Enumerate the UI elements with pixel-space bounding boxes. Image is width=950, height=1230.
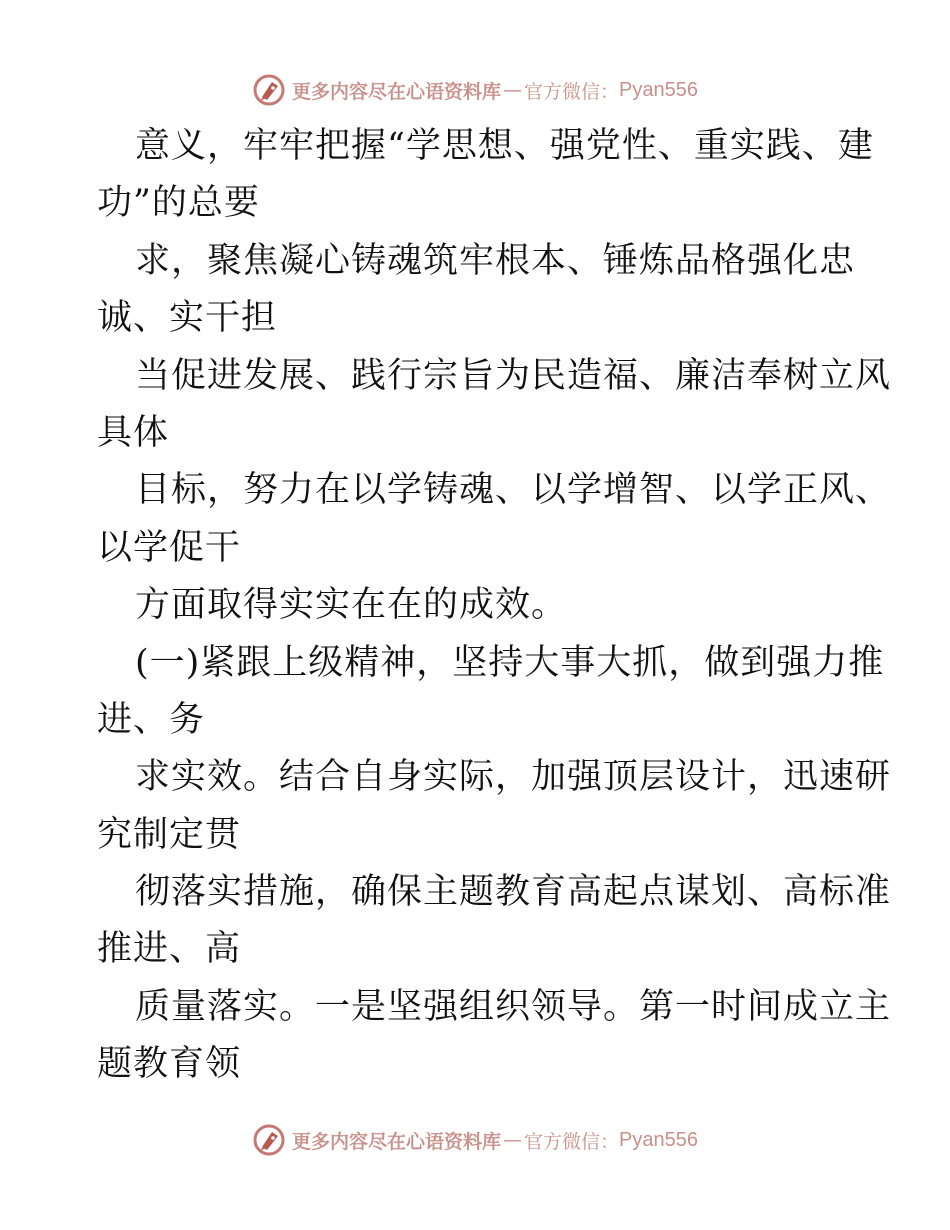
- text-line: 当促进发展、践行宗旨为民造福、廉洁奉树立风: [135, 355, 892, 396]
- document-body: [97, 118, 892, 1094]
- banner-wechat-label: 官方微信：: [524, 80, 620, 103]
- banner-dash: —: [503, 1129, 523, 1151]
- text-line: 彻落实措施，确保主题教育高起点谋划、高标准: [135, 872, 892, 913]
- text-line: 题教育领: [97, 1044, 242, 1085]
- text-line: 以学促干: [97, 527, 242, 568]
- pen-nib-logo-icon: [252, 1123, 286, 1157]
- banner-wechat-id: Pyan556: [619, 78, 698, 101]
- text-line: 求实效。结合自身实际，加强顶层设计，迅速研: [135, 757, 892, 798]
- text-line: 具体: [97, 412, 170, 453]
- text-line: (一)紧跟上级精神，坚持大事大抓，做到强力推: [135, 642, 885, 683]
- text-line: 方面取得实实在在的成效。: [135, 585, 568, 626]
- text-line: 功”的总要: [97, 183, 260, 224]
- banner-dash: —: [503, 79, 523, 101]
- footer-banner: [0, 1120, 950, 1160]
- text-line: 推进、高: [97, 929, 242, 970]
- banner-brand-text: 更多内容尽在心语资料库: [292, 80, 502, 103]
- header-banner: [0, 70, 950, 110]
- text-line: 究制定贯: [97, 814, 242, 855]
- banner-wechat-id: Pyan556: [619, 1128, 698, 1151]
- text-line: 进、务: [97, 699, 206, 740]
- text-line: 求，聚焦凝心铸魂筑牢根本、锤炼品格强化忠: [135, 240, 856, 281]
- text-line: 目标，努力在以学铸魂、以学增智、以学正风、: [135, 470, 892, 511]
- text-line: 意义，牢牢把握“学思想、强党性、重实践、建: [135, 126, 874, 166]
- text-line: 诚、实干担: [97, 298, 278, 339]
- banner-wechat-label: 官方微信：: [524, 1130, 620, 1153]
- banner-brand-text: 更多内容尽在心语资料库: [292, 1130, 502, 1153]
- text-line: 质量落实。一是坚强组织领导。第一时间成立主: [135, 986, 892, 1027]
- pen-nib-logo-icon: [252, 73, 286, 107]
